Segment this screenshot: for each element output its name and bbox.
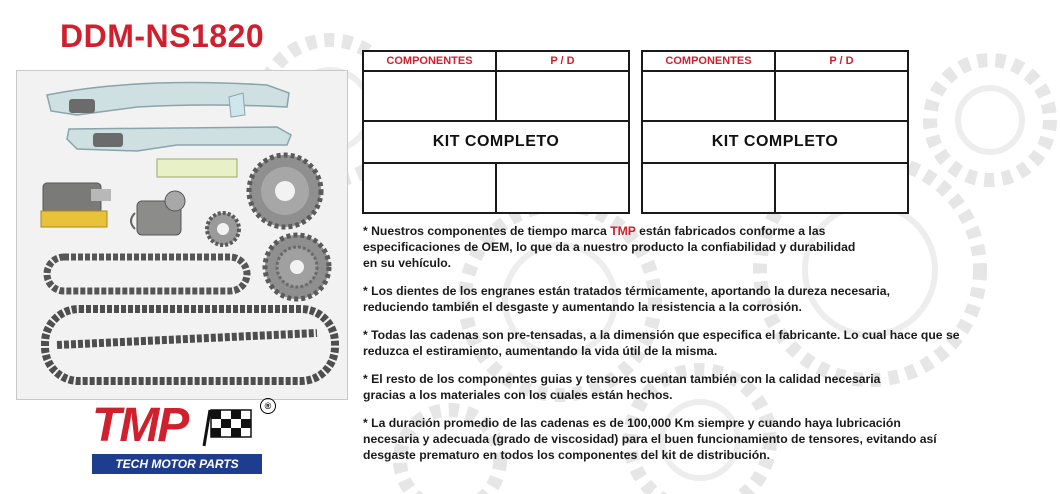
note-5: * La duración promedio de las cadenas es de 100,000 Km siempre y cuando haya lubricación necesaria y adecuada (grado de viscosidad) para el buen funcionamiento de tensores, evitando así desgaste prematuro en todos los componentes del kit de distribución. [363,416,937,462]
table-cell [642,163,775,213]
table-cell [775,71,908,121]
product-notes [363,223,1055,475]
kit-completo-label: KIT COMPLETO [642,121,908,163]
registered-mark: ® [260,398,276,414]
note-4: * El resto de los componentes guias y tensores cuentan también con la calidad necesaria gracias a los materiales con los cuales están hechos. [363,372,881,402]
table-cell [496,71,629,121]
page-title: DDM-NS1820 [60,18,265,54]
components-table-2 [641,50,909,214]
product-photo [16,70,348,400]
note-3: * Todas las cadenas son pre-tensadas, a la dimensión que especifica el fabricante. Lo cual hace que se reduzca el estiramiento, aumentando la vida útil de la misma. [363,328,960,358]
col-componentes: COMPONENTES [363,51,496,71]
table-cell [363,71,496,121]
note-1: * Nuestros componentes de tiempo marca TMP están fabricados conforme a las especificaciones de OEM, lo que da a nuestro producto la confiabilidad y durabilidad en su vehículo. [363,224,856,270]
logo-subtitle: TECH MOTOR PARTS [92,454,262,474]
tmp-logo [78,398,278,480]
logo-brand: TMP [92,399,188,452]
col-pd: P / D [775,51,908,71]
checkered-flag-icon [200,406,256,450]
note-2: * Los dientes de los engranes están tratados térmicamente, aportando la dureza necesaria, reduciendo también el desgaste y aumentando la resistencia a la corrosión. [363,284,890,314]
col-componentes: COMPONENTES [642,51,775,71]
table-cell [496,163,629,213]
tmp-brand-inline: TMP [610,224,636,238]
components-table-1 [362,50,630,214]
table-cell [363,163,496,213]
table-cell [775,163,908,213]
kit-completo-label: KIT COMPLETO [363,121,629,163]
table-cell [642,71,775,121]
col-pd: P / D [496,51,629,71]
